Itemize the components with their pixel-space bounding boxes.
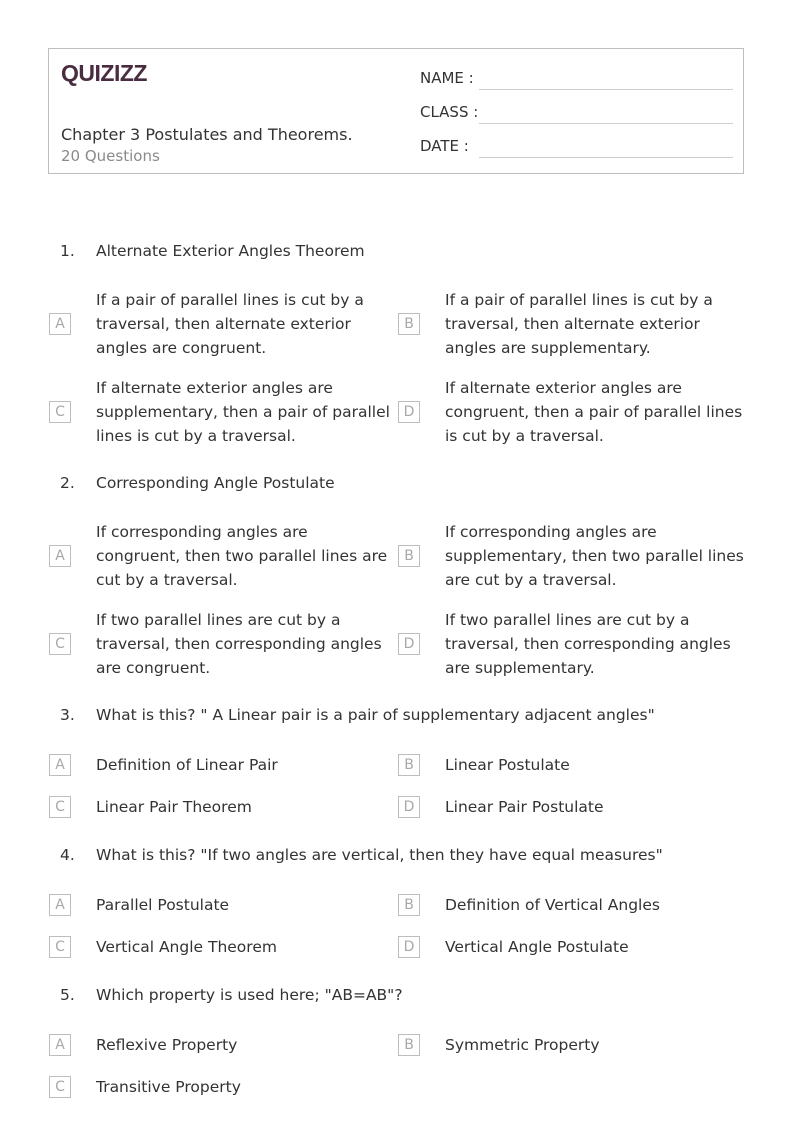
option-badge-c[interactable]: C (49, 936, 71, 958)
worksheet-header (48, 48, 744, 174)
option-badge-b[interactable]: B (398, 1034, 420, 1056)
option-text: Linear Pair Theorem (96, 798, 252, 816)
option-badge-b[interactable]: B (398, 313, 420, 335)
option-text: Linear Pair Postulate (445, 798, 604, 816)
question-number: 3. (60, 706, 75, 724)
option-text: Symmetric Property (445, 1036, 600, 1054)
class-field[interactable] (479, 123, 733, 124)
option-text: If a pair of parallel lines is cut by a traversal, then alternate exterior angles are congruent. (96, 291, 364, 357)
option-text: Vertical Angle Theorem (96, 938, 277, 956)
option-badge-c[interactable]: C (49, 796, 71, 818)
quizizz-logo (61, 59, 151, 91)
option-text: Definition of Vertical Angles (445, 896, 660, 914)
option-badge-d[interactable]: D (398, 401, 420, 423)
option-badge-a[interactable]: A (49, 894, 71, 916)
option-badge-a[interactable]: A (49, 545, 71, 567)
option-text: Reflexive Property (96, 1036, 238, 1054)
option-badge-d[interactable]: D (398, 796, 420, 818)
option-badge-b[interactable]: B (398, 754, 420, 776)
option-badge-c[interactable]: C (49, 633, 71, 655)
option-badge-d[interactable]: D (398, 936, 420, 958)
question-text: Alternate Exterior Angles Theorem (96, 242, 365, 260)
question-count: 20 Questions (61, 147, 160, 165)
option-text: If corresponding angles are supplementary, then two parallel lines are cut by a traversal. (445, 523, 744, 589)
option-text: If alternate exterior angles are supplementary, then a pair of parallel lines is cut by a traversal. (96, 379, 390, 445)
option-text: If corresponding angles are congruent, then two parallel lines are cut by a traversal. (96, 523, 388, 589)
question-number: 2. (60, 474, 75, 492)
question-text: Corresponding Angle Postulate (96, 474, 335, 492)
option-badge-b[interactable]: B (398, 894, 420, 916)
question-text: Which property is used here; "AB=AB"? (96, 986, 403, 1004)
date-field[interactable] (479, 157, 733, 158)
name-field[interactable] (479, 89, 733, 90)
worksheet-title: Chapter 3 Postulates and Theorems. (61, 125, 353, 144)
option-text: Definition of Linear Pair (96, 756, 278, 774)
option-badge-a[interactable]: A (49, 1034, 71, 1056)
logo-text: QUIZIZZ (61, 60, 147, 86)
option-text: Transitive Property (96, 1078, 241, 1096)
option-text: If alternate exterior angles are congruent, then a pair of parallel lines is cut by a traversal. (445, 379, 743, 445)
question-number: 1. (60, 242, 75, 260)
option-text: Parallel Postulate (96, 896, 230, 914)
class-label: CLASS : (420, 103, 479, 121)
question-text: What is this? "If two angles are vertical, then they have equal measures" (96, 846, 663, 864)
question-number: 4. (60, 846, 75, 864)
date-label: DATE : (420, 137, 469, 155)
option-text: If two parallel lines are cut by a traversal, then corresponding angles are supplementary. (445, 611, 731, 677)
option-badge-a[interactable]: A (49, 313, 71, 335)
name-label: NAME : (420, 69, 474, 87)
option-text: Vertical Angle Postulate (445, 938, 629, 956)
option-badge-c[interactable]: C (49, 401, 71, 423)
question-number: 5. (60, 986, 75, 1004)
question-text: What is this? " A Linear pair is a pair of supplementary adjacent angles" (96, 706, 655, 724)
option-badge-b[interactable]: B (398, 545, 420, 567)
option-badge-d[interactable]: D (398, 633, 420, 655)
option-text: If a pair of parallel lines is cut by a traversal, then alternate exterior angles are supplementary. (445, 291, 713, 357)
option-badge-a[interactable]: A (49, 754, 71, 776)
option-text: If two parallel lines are cut by a traversal, then corresponding angles are congruent. (96, 611, 382, 677)
option-badge-c[interactable]: C (49, 1076, 71, 1098)
option-text: Linear Postulate (445, 756, 570, 774)
